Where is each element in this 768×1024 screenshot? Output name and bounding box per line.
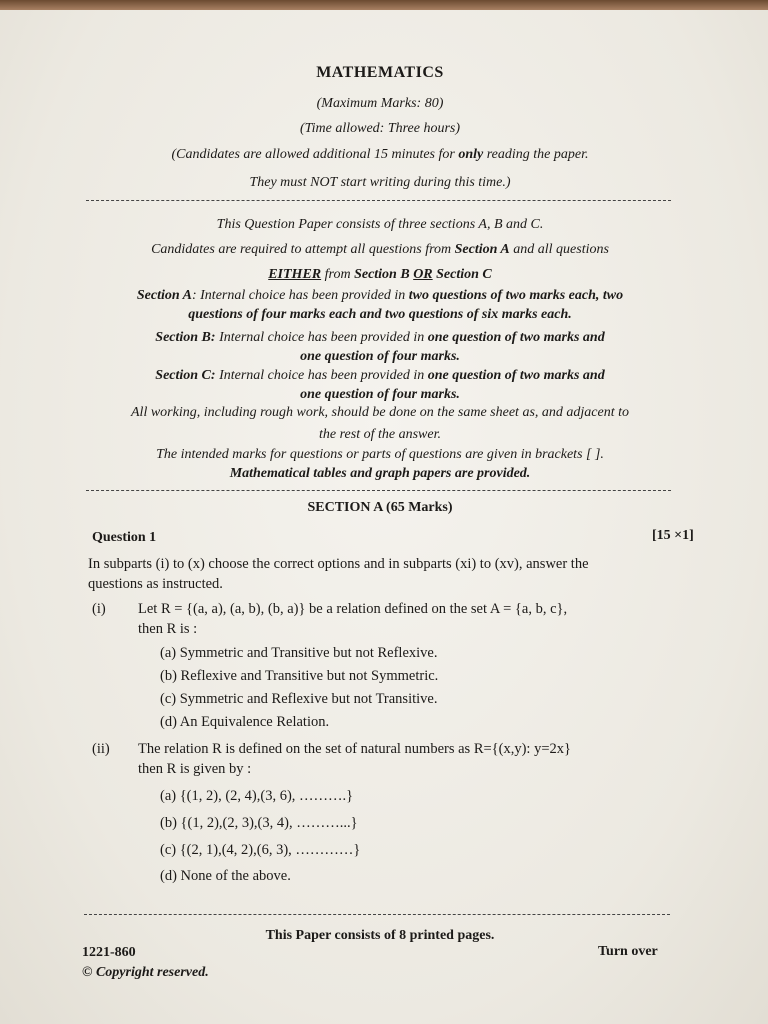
option: (c) Symmetric and Reflexive but not Transitive.	[160, 691, 438, 707]
max-marks: (Maximum Marks: 80)	[316, 96, 444, 111]
option: (b) Reflexive and Transitive but not Symmetric.	[160, 668, 439, 684]
either-or-info: EITHER from Section B OR Section C	[268, 267, 492, 282]
working-note-cont: the rest of the answer.	[319, 427, 441, 442]
attempt-info: Candidates are required to attempt all questions from Section A and all questions	[151, 242, 609, 257]
working-note: All working, including rough work, should be done on the same sheet as, and adjacent to	[131, 405, 629, 420]
section-b-choice: Section B: Internal choice has been provided in one question of two marks and	[155, 330, 605, 345]
section-a-choice-cont: questions of four marks each and two questions of six marks each.	[188, 307, 572, 322]
sections-info: This Question Paper consists of three sections A, B and C.	[216, 217, 544, 232]
paper-title: MATHEMATICS	[316, 64, 444, 81]
subpart-text: Let R = {(a, a), (a, b), (b, a)} be a relation defined on the set A = {a, b, c},	[138, 601, 568, 617]
subpart-text-cont: then R is :	[138, 621, 198, 637]
desk-edge	[0, 0, 768, 10]
section-c-choice: Section C: Internal choice has been provided in one question of two marks and	[155, 368, 605, 383]
question-intro: In subparts (i) to (x) choose the correct options and in subparts (xi) to (xv), answer the	[88, 556, 589, 572]
question-label: Question 1	[92, 530, 157, 545]
option: (d) None of the above.	[160, 868, 291, 884]
time-allowed: (Time allowed: Three hours)	[299, 121, 461, 136]
section-b-choice-cont: one question of four marks.	[300, 349, 460, 364]
option: (c) {(2, 1),(4, 2),(6, 3), …………}	[160, 842, 361, 858]
option: (a) Symmetric and Transitive but not Reflexive.	[160, 645, 438, 661]
divider	[86, 200, 671, 201]
divider	[84, 914, 670, 915]
paper-code: 1221-860	[82, 945, 136, 960]
turn-over: Turn over	[598, 944, 658, 959]
tables-note: Mathematical tables and graph papers are provided.	[229, 466, 531, 481]
question-intro-cont: questions as instructed.	[88, 576, 223, 592]
subpart-number: (ii)	[92, 741, 110, 757]
reading-time-note: (Candidates are allowed additional 15 minutes for only reading the paper.	[171, 147, 589, 162]
section-a-heading: SECTION A (65 Marks)	[307, 500, 453, 515]
section-a-choice: Section A: Internal choice has been provided in two questions of two marks each, two	[136, 288, 624, 303]
marks-note: The intended marks for questions or parts of questions are given in brackets [ ].	[156, 447, 604, 462]
option: (a) {(1, 2), (2, 4),(3, 6), ……….}	[160, 788, 354, 804]
copyright: © Copyright reserved.	[82, 965, 209, 980]
option: (b) {(1, 2),(2, 3),(3, 4), ………...}	[160, 815, 358, 831]
subpart-text-cont: then R is given by :	[138, 761, 252, 777]
page-count: This Paper consists of 8 printed pages.	[265, 928, 495, 943]
option: (d) An Equivalence Relation.	[160, 714, 330, 730]
divider	[86, 490, 671, 491]
subpart-number: (i)	[92, 601, 106, 617]
subpart-text: The relation R is defined on the set of natural numbers as R={(x,y): y=2x}	[138, 741, 571, 757]
question-marks: [15 ×1]	[652, 528, 694, 543]
section-c-choice-cont: one question of four marks.	[300, 387, 460, 402]
no-writing-note: They must NOT start writing during this time.)	[249, 175, 511, 190]
